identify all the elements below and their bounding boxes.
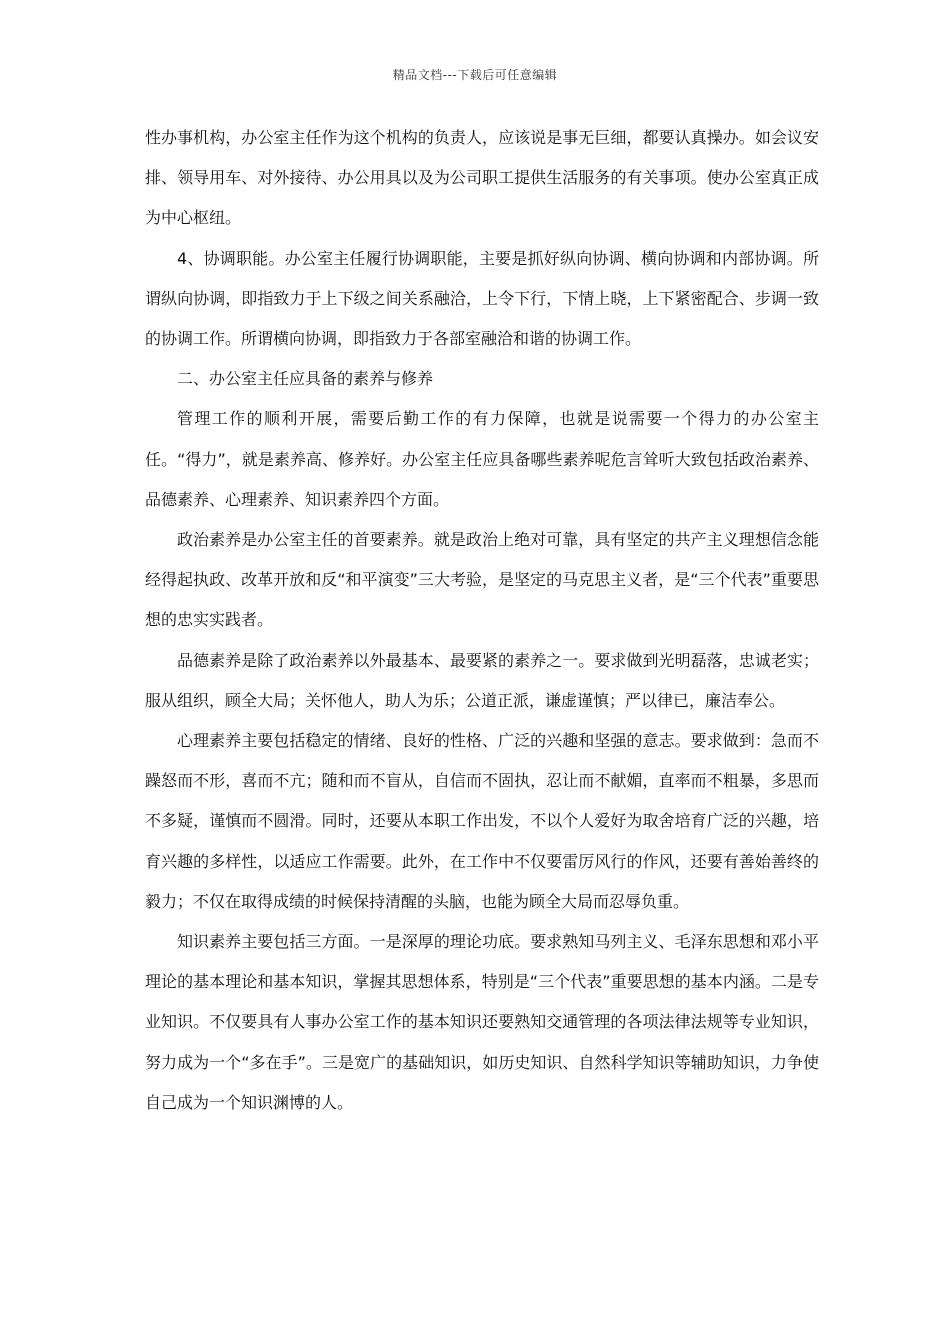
paragraph-continuation: 性办事机构，办公室主任作为这个机构的负责人，应该说是事无巨细，都要认真操办。如会议安排、领导用车、对外接待、办公用具以及为公司职工提供生活服务的有关事项。使办公室真正成为中心枢纽。	[145, 128, 819, 228]
paragraph-psychological: 心理素养主要包括稳定的情绪、良好的性格、广泛的兴趣和坚强的意志。要求做到：急而不躁怒而不形，喜而不亢；随和而不盲从，自信而不固执，忍让而不献媚，直率而不粗暴，多思而不多疑，谨慎而不圆滑。同时，还要从本职工作出发，不以个人爱好为取舍培育广泛的兴趣，培育兴趣的多样性，以适应工作需要。此外，在工作中不仅要雷厉风行的作风，还要有善始善终的毅力；不仅在取得成绩的时候保持清醒的头脑，也能为顾全大局而忍辱负重。	[145, 731, 819, 911]
paragraph-moral: 品德素养是除了政治素养以外最基本、最要紧的素养之一。要求做到光明磊落，忠诚老实；服从组织，顾全大局；关怀他人，助人为乐；公道正派，谦虚谨慎；严以律已，廉洁奉公。	[145, 650, 819, 710]
paragraph-knowledge: 知识素养主要包括三方面。一是深厚的理论功底。要求熟知马列主义、毛泽东思想和邓小平理论的基本理论和基本知识，掌握其思想体系，特别是“三个代表”重要思想的基本内涵。二是专业知识。不仅要具有人事办公室工作的基本知识还要熟知交通管理的各项法律法规等专业知识，努力成为一个“多在手”。三是宽广的基础知识，如历史知识、自然科学知识等辅助知识，力争使自己成为一个知识渊博的人。	[145, 932, 819, 1112]
paragraph-coordination: 4、协调职能。办公室主任履行协调职能，主要是抓好纵向协调、横向协调和内部协调。所谓纵向协调，即指致力于上下级之间关系融洽，上令下行，下情上晓，上下紧密配合、步调一致的协调工作。所谓横向协调，即指致力于各部室融洽和谐的协调工作。	[145, 248, 819, 349]
document-body	[145, 118, 819, 1123]
section-heading: 二、办公室主任应具备的素养与修养	[177, 369, 434, 389]
paragraph-political: 政治素养是办公室主任的首要素养。就是政治上绝对可靠，具有坚定的共产主义理想信念能经得起执政、改革开放和反“和平演变”三大考验，是坚定的马克思主义者，是“三个代表”重要思想的忠实实践者。	[145, 530, 819, 630]
header-note: 精品文档---下载后可任意编辑	[392, 68, 558, 82]
paragraph-intro: 管理工作的顺利开展，需要后勤工作的有力保障，也就是说需要一个得力的办公室主任。“得力”，就是素养高、修养好。办公室主任应具备哪些素养呢危言耸听大致包括政治素养、品德素养、心理素养、知识素养四个方面。	[145, 409, 819, 509]
